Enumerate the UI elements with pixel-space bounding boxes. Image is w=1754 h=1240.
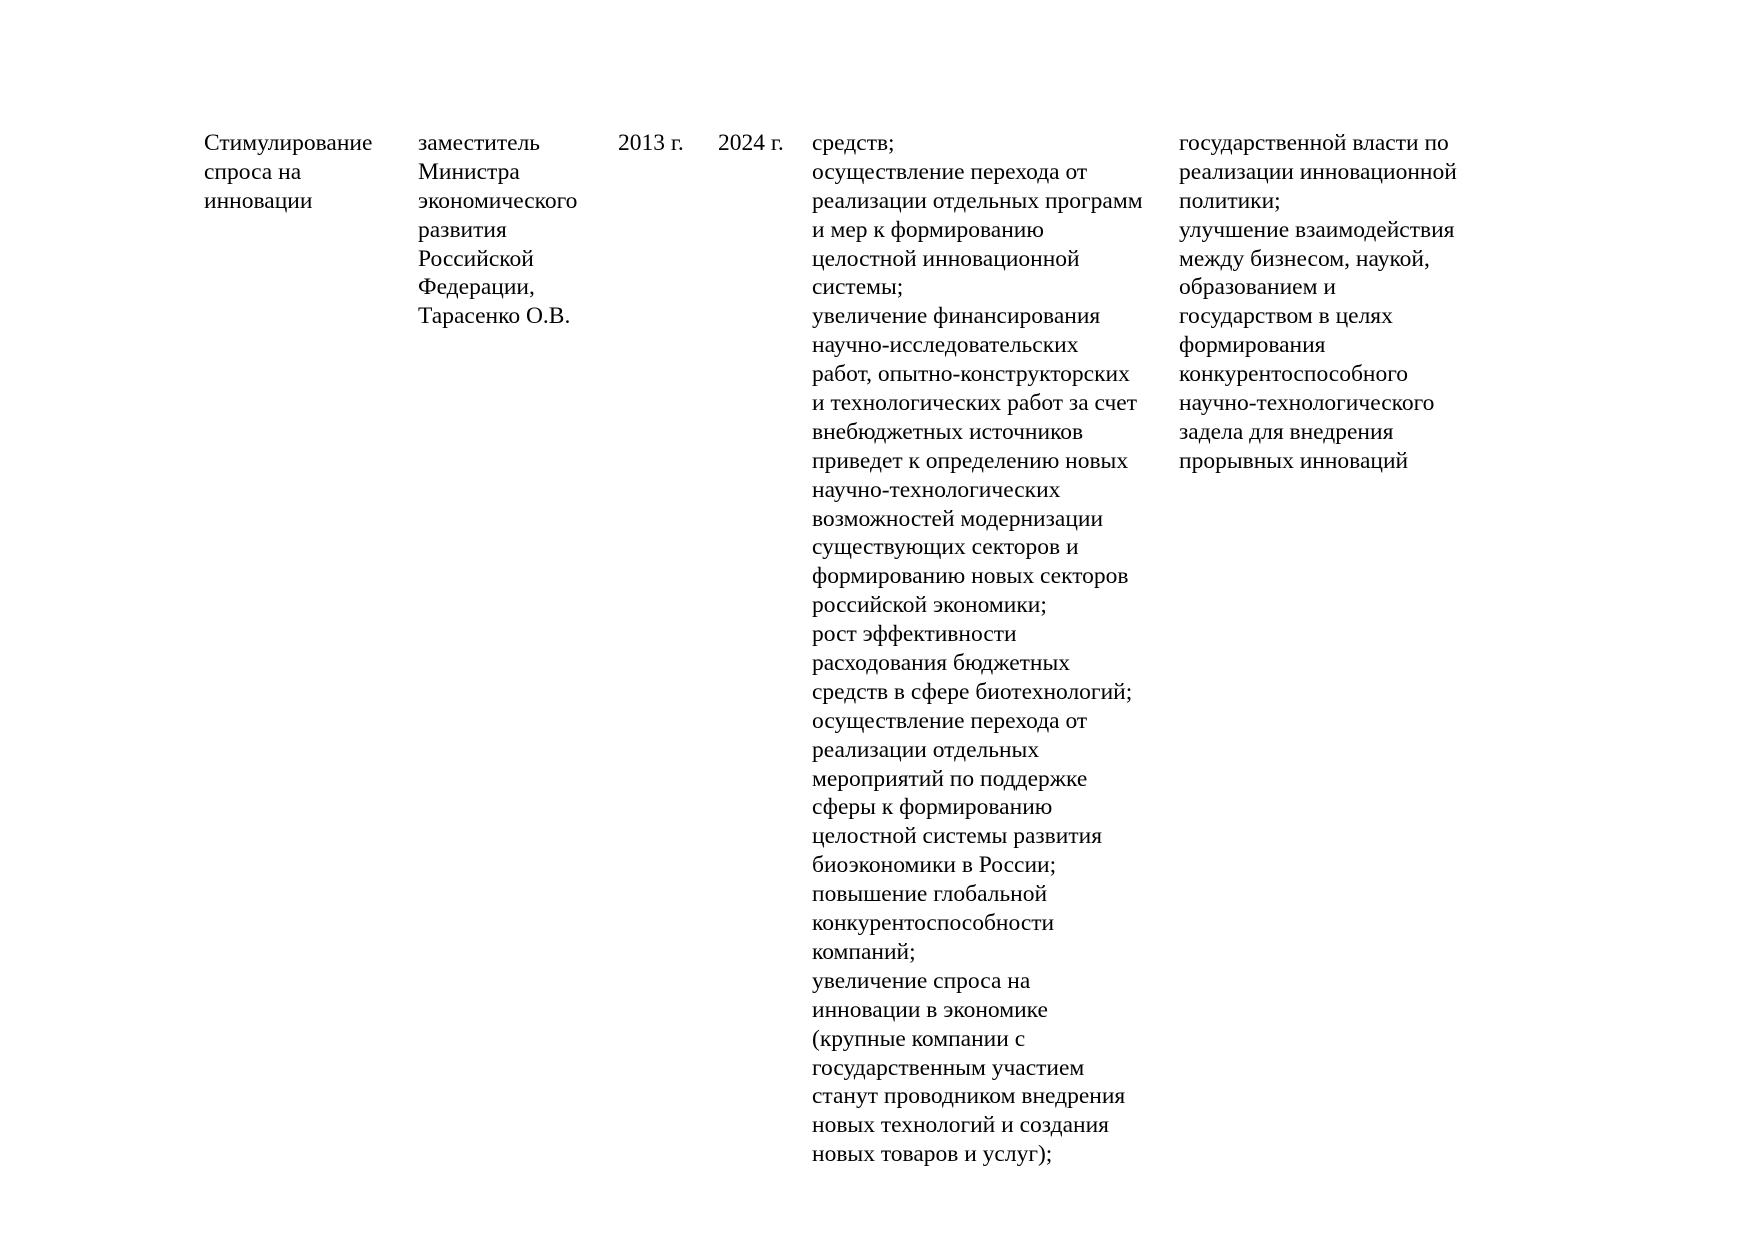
- text-line: Российской: [418, 245, 534, 272]
- end-year: 2024 г.: [718, 130, 784, 156]
- text-line: мероприятий по поддержке: [812, 765, 1088, 792]
- text-line: конкурентоспособности: [812, 910, 1055, 937]
- text-line: внебюджетных источников: [812, 418, 1084, 445]
- text-line: расходования бюджетных: [812, 650, 1071, 677]
- text-line: реализации отдельных программ: [812, 187, 1143, 214]
- text-line: спроса на: [204, 158, 302, 185]
- text-line: (крупные компании с: [812, 1025, 1026, 1052]
- text-line: инновации в экономике: [812, 996, 1048, 1023]
- text-line: реализации инновационной: [1179, 158, 1457, 185]
- text-line: увеличение спроса на: [812, 967, 1031, 994]
- text-line: новых технологий и создания: [812, 1112, 1109, 1139]
- text-line: задела для внедрения: [1179, 418, 1394, 445]
- text-line: и мер к формированию: [812, 216, 1044, 243]
- start-year-cell: [618, 129, 684, 158]
- text-line: инновации: [204, 187, 313, 214]
- text-line: конкурентоспособного: [1179, 361, 1409, 388]
- text-line: осуществление перехода от: [812, 707, 1088, 734]
- activity-name-cell: [204, 129, 372, 216]
- text-line: работ, опытно-конструкторских: [812, 361, 1130, 388]
- text-line: улучшение взаимодействия: [1179, 216, 1455, 243]
- text-line: и технологических работ за счет: [812, 390, 1137, 417]
- text-line: увеличение финансирования: [812, 303, 1101, 330]
- text-line: целостной системы развития: [812, 823, 1103, 850]
- text-line: государственным участием: [812, 1054, 1085, 1081]
- text-line: новых товаров и услуг);: [812, 1141, 1053, 1168]
- text-line: Министра: [418, 158, 520, 185]
- text-line: системы;: [812, 274, 904, 301]
- text-line: Тарасенко О.В.: [418, 303, 571, 330]
- text-line: станут проводником внедрения: [812, 1083, 1126, 1110]
- text-line: возможностей модернизации: [812, 505, 1104, 532]
- text-line: российской экономики;: [812, 592, 1047, 619]
- text-line: научно-технологического: [1179, 390, 1435, 417]
- text-line: биоэкономики в России;: [812, 852, 1057, 879]
- text-line: сферы к формированию: [812, 794, 1053, 821]
- text-line: Стимулирование: [204, 130, 373, 156]
- text-line: экономического: [418, 187, 578, 214]
- text-line: Федерации,: [418, 274, 535, 301]
- text-line: государством в целях: [1179, 303, 1393, 330]
- text-line: между бизнесом, наукой,: [1179, 245, 1430, 272]
- text-line: средств в сфере биотехнологий;: [812, 678, 1133, 705]
- responsible-person-cell: [418, 129, 577, 331]
- text-line: образованием и: [1179, 274, 1336, 301]
- text-line: существующих секторов и: [812, 534, 1079, 561]
- text-line: реализации отдельных: [812, 736, 1040, 763]
- expected-results-cell: [812, 129, 1143, 1169]
- start-year: 2013 г.: [618, 130, 684, 156]
- effects-cell: [1179, 129, 1457, 476]
- text-line: прорывных инноваций: [1179, 447, 1409, 474]
- text-line: осуществление перехода от: [812, 158, 1088, 185]
- text-line: рост эффективности: [812, 621, 1017, 648]
- text-line: научно-технологических: [812, 476, 1061, 503]
- text-line: политики;: [1179, 187, 1281, 214]
- text-line: формирования: [1179, 332, 1326, 359]
- end-year-cell: [718, 129, 784, 158]
- text-line: компаний;: [812, 938, 916, 965]
- text-line: заместитель: [418, 130, 541, 156]
- text-line: государственной власти по: [1179, 130, 1449, 156]
- text-line: развития: [418, 216, 507, 243]
- text-line: приведет к определению новых: [812, 447, 1129, 474]
- text-line: формированию новых секторов: [812, 563, 1129, 590]
- table-row: [204, 129, 1544, 1189]
- text-line: повышение глобальной: [812, 881, 1048, 908]
- text-line: научно-исследовательских: [812, 332, 1079, 359]
- text-line: средств;: [812, 130, 895, 156]
- text-line: целостной инновационной: [812, 245, 1080, 272]
